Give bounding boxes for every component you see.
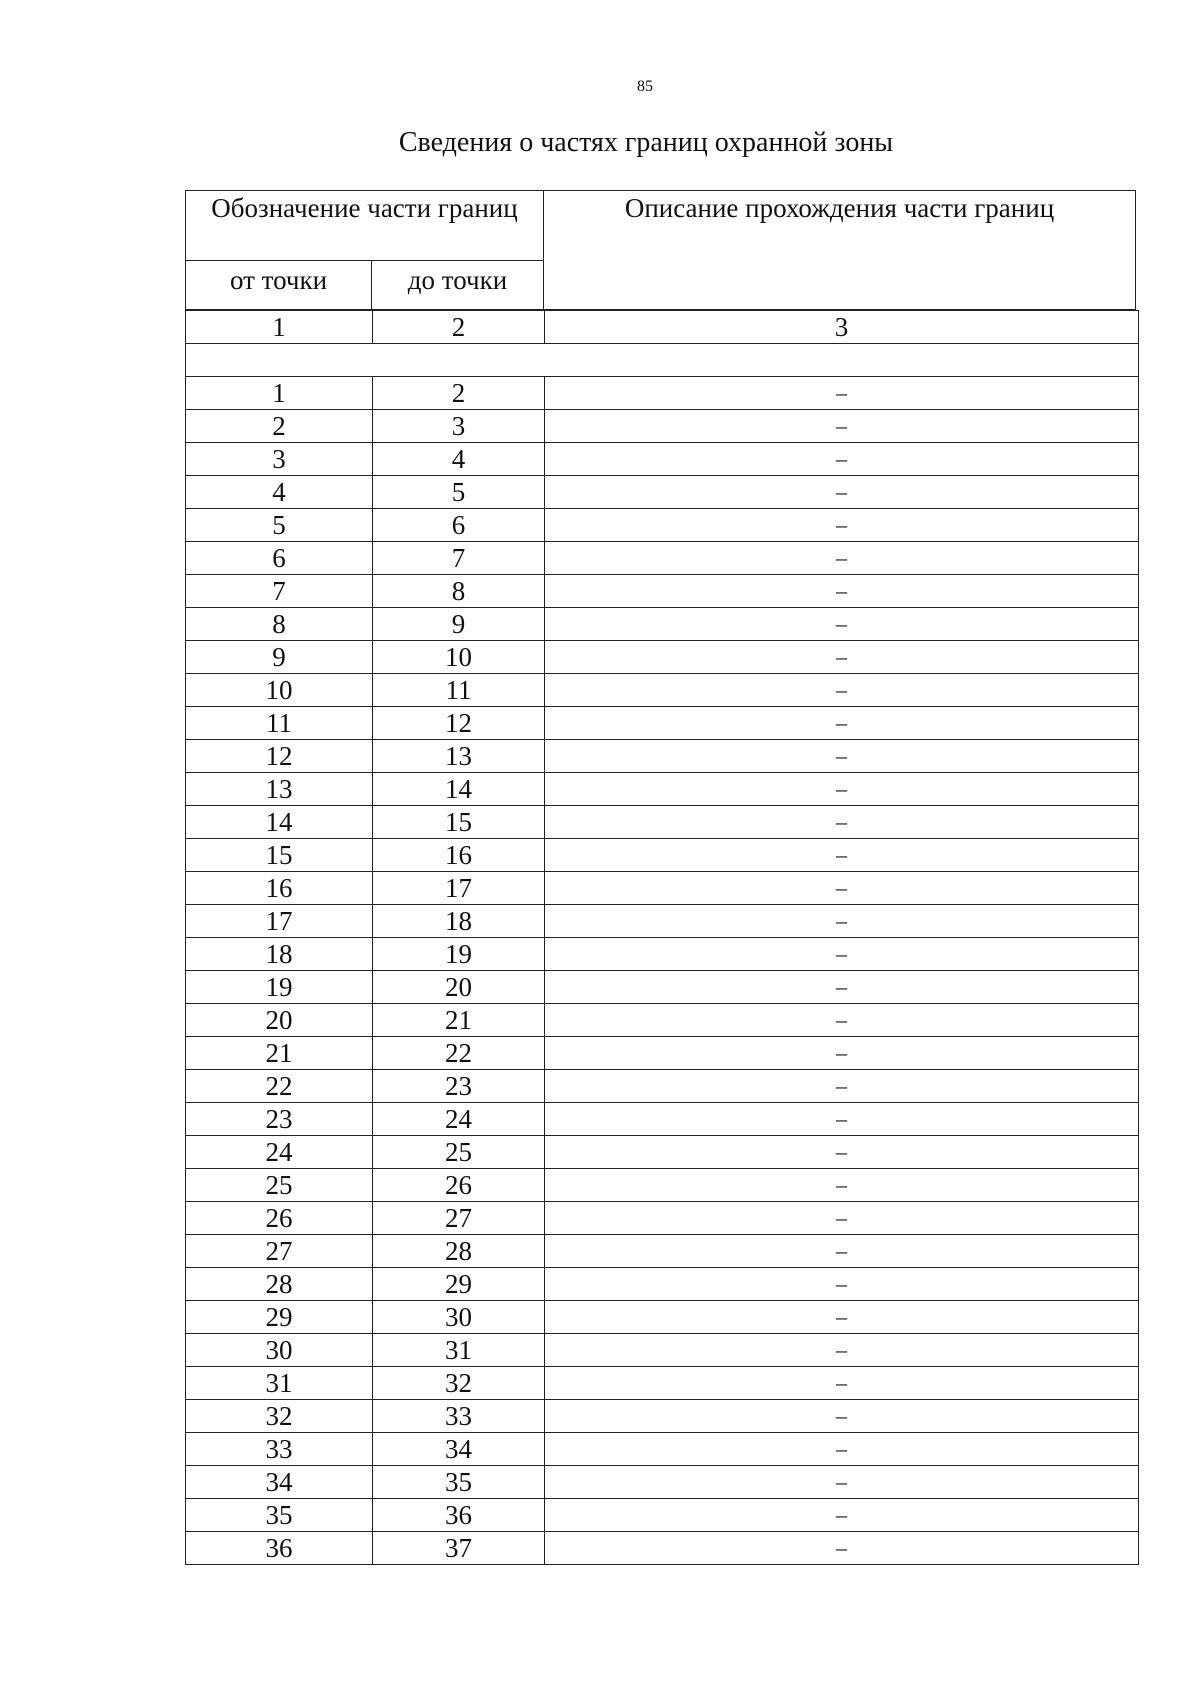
table-row <box>186 1169 1139 1202</box>
description-cell: – <box>545 1433 1139 1466</box>
table-row <box>186 1532 1139 1565</box>
to-point-cell: 34 <box>373 1433 545 1466</box>
description-cell: – <box>545 1367 1139 1400</box>
table-row <box>186 509 1139 542</box>
header-description: Описание прохождения части границ <box>624 193 1055 223</box>
from-point-cell: 18 <box>186 938 373 971</box>
from-point-cell: 27 <box>186 1235 373 1268</box>
to-point-cell: 29 <box>373 1268 545 1301</box>
to-point-cell: 27 <box>373 1202 545 1235</box>
description-cell: – <box>545 1136 1139 1169</box>
table-row <box>186 773 1139 806</box>
to-point-cell: 14 <box>373 773 545 806</box>
description-cell: – <box>545 443 1139 476</box>
from-point-cell: 32 <box>186 1400 373 1433</box>
to-point-cell: 37 <box>373 1532 545 1565</box>
header-to-point: до точки <box>372 261 544 310</box>
from-point-cell: 16 <box>186 872 373 905</box>
to-point-cell: 22 <box>373 1037 545 1070</box>
to-point-cell: 15 <box>373 806 545 839</box>
table-row <box>186 443 1139 476</box>
table-row <box>186 1202 1139 1235</box>
from-point-cell: 4 <box>186 476 373 509</box>
from-point-cell: 10 <box>186 674 373 707</box>
table-row <box>186 674 1139 707</box>
to-point-cell: 32 <box>373 1367 545 1400</box>
column-number-2: 2 <box>373 311 545 344</box>
description-cell: – <box>545 1103 1139 1136</box>
to-point-cell: 2 <box>373 377 545 410</box>
table-row <box>186 971 1139 1004</box>
from-point-cell: 8 <box>186 608 373 641</box>
to-point-cell: 20 <box>373 971 545 1004</box>
from-point-cell: 29 <box>186 1301 373 1334</box>
to-point-cell: 9 <box>373 608 545 641</box>
description-cell: – <box>545 773 1139 806</box>
description-cell: – <box>545 707 1139 740</box>
table-row <box>186 1466 1139 1499</box>
to-point-cell: 4 <box>373 443 545 476</box>
description-cell: – <box>545 740 1139 773</box>
to-point-cell: 23 <box>373 1070 545 1103</box>
to-point-cell: 21 <box>373 1004 545 1037</box>
column-number-3: 3 <box>545 311 1139 344</box>
description-cell: – <box>545 905 1139 938</box>
from-point-cell: 13 <box>186 773 373 806</box>
table-row <box>186 1301 1139 1334</box>
to-point-cell: 33 <box>373 1400 545 1433</box>
table-row <box>186 1004 1139 1037</box>
to-point-cell: 35 <box>373 1466 545 1499</box>
from-point-cell: 15 <box>186 839 373 872</box>
from-point-cell: 28 <box>186 1268 373 1301</box>
from-point-cell: 33 <box>186 1433 373 1466</box>
from-point-cell: 7 <box>186 575 373 608</box>
table-row <box>186 1235 1139 1268</box>
description-cell: – <box>545 1301 1139 1334</box>
description-cell: – <box>545 872 1139 905</box>
from-point-cell: 25 <box>186 1169 373 1202</box>
table-row <box>186 1136 1139 1169</box>
from-point-cell: 30 <box>186 1334 373 1367</box>
table-row <box>186 410 1139 443</box>
header-designation: Обозначение части границ <box>186 191 544 261</box>
to-point-cell: 8 <box>373 575 545 608</box>
table-row <box>186 1103 1139 1136</box>
to-point-cell: 18 <box>373 905 545 938</box>
from-point-cell: 9 <box>186 641 373 674</box>
from-point-cell: 17 <box>186 905 373 938</box>
to-point-cell: 5 <box>373 476 545 509</box>
from-point-cell: 23 <box>186 1103 373 1136</box>
from-point-cell: 24 <box>186 1136 373 1169</box>
table-row <box>186 905 1139 938</box>
table-row <box>186 476 1139 509</box>
description-cell: – <box>545 806 1139 839</box>
from-point-cell: 31 <box>186 1367 373 1400</box>
from-point-cell: 34 <box>186 1466 373 1499</box>
page-number: 85 <box>637 78 653 95</box>
document-title: Сведения о частях границ охранной зоны <box>398 127 894 158</box>
to-point-cell: 10 <box>373 641 545 674</box>
description-cell: – <box>545 839 1139 872</box>
from-point-cell: 22 <box>186 1070 373 1103</box>
table-row <box>186 707 1139 740</box>
from-point-cell: 11 <box>186 707 373 740</box>
table-row <box>186 740 1139 773</box>
description-cell: – <box>545 575 1139 608</box>
boundary-table-body <box>186 311 1139 1565</box>
to-point-cell: 17 <box>373 872 545 905</box>
to-point-cell: 36 <box>373 1499 545 1532</box>
table-header <box>185 190 1136 310</box>
from-point-cell: 35 <box>186 1499 373 1532</box>
description-cell: – <box>545 1070 1139 1103</box>
from-point-cell: 36 <box>186 1532 373 1565</box>
table-row <box>186 839 1139 872</box>
to-point-cell: 26 <box>373 1169 545 1202</box>
column-number-row <box>186 311 1139 344</box>
to-point-cell: 24 <box>373 1103 545 1136</box>
description-cell: – <box>545 1037 1139 1070</box>
table-row <box>186 1400 1139 1433</box>
description-cell: – <box>545 1400 1139 1433</box>
description-cell: – <box>545 542 1139 575</box>
description-cell: – <box>545 641 1139 674</box>
table-row <box>186 641 1139 674</box>
table-row <box>186 1334 1139 1367</box>
description-cell: – <box>545 1268 1139 1301</box>
table-row <box>186 575 1139 608</box>
description-cell: – <box>545 938 1139 971</box>
to-point-cell: 31 <box>373 1334 545 1367</box>
from-point-cell: 5 <box>186 509 373 542</box>
from-point-cell: 12 <box>186 740 373 773</box>
table-row <box>186 377 1139 410</box>
from-point-cell: 19 <box>186 971 373 1004</box>
to-point-cell: 6 <box>373 509 545 542</box>
column-number-1: 1 <box>186 311 373 344</box>
from-point-cell: 6 <box>186 542 373 575</box>
table-row <box>186 1037 1139 1070</box>
table-row <box>186 1433 1139 1466</box>
table-row <box>186 608 1139 641</box>
to-point-cell: 13 <box>373 740 545 773</box>
description-cell: – <box>545 674 1139 707</box>
description-cell: – <box>545 608 1139 641</box>
description-cell: – <box>545 1532 1139 1565</box>
description-cell: – <box>545 1334 1139 1367</box>
table-row <box>186 1499 1139 1532</box>
description-cell: – <box>545 1004 1139 1037</box>
blank-row <box>186 344 1139 377</box>
table-row <box>186 938 1139 971</box>
to-point-cell: 28 <box>373 1235 545 1268</box>
to-point-cell: 7 <box>373 542 545 575</box>
header-from-point: от точки <box>186 261 372 310</box>
from-point-cell: 14 <box>186 806 373 839</box>
to-point-cell: 16 <box>373 839 545 872</box>
table-row <box>186 1367 1139 1400</box>
boundary-table <box>185 310 1139 1565</box>
description-cell: – <box>545 971 1139 1004</box>
to-point-cell: 30 <box>373 1301 545 1334</box>
from-point-cell: 3 <box>186 443 373 476</box>
description-cell: – <box>545 1466 1139 1499</box>
from-point-cell: 26 <box>186 1202 373 1235</box>
table-row <box>186 542 1139 575</box>
from-point-cell: 20 <box>186 1004 373 1037</box>
table-row <box>186 872 1139 905</box>
table-row <box>186 1070 1139 1103</box>
description-cell: – <box>545 509 1139 542</box>
from-point-cell: 1 <box>186 377 373 410</box>
description-cell: – <box>545 476 1139 509</box>
from-point-cell: 2 <box>186 410 373 443</box>
description-cell: – <box>545 410 1139 443</box>
description-cell: – <box>545 1499 1139 1532</box>
table-row <box>186 806 1139 839</box>
to-point-cell: 3 <box>373 410 545 443</box>
to-point-cell: 12 <box>373 707 545 740</box>
to-point-cell: 19 <box>373 938 545 971</box>
to-point-cell: 11 <box>373 674 545 707</box>
description-cell: – <box>545 1235 1139 1268</box>
table-row <box>186 1268 1139 1301</box>
blank-cell <box>186 344 1139 377</box>
to-point-cell: 25 <box>373 1136 545 1169</box>
description-cell: – <box>545 377 1139 410</box>
description-cell: – <box>545 1202 1139 1235</box>
description-cell: – <box>545 1169 1139 1202</box>
from-point-cell: 21 <box>186 1037 373 1070</box>
